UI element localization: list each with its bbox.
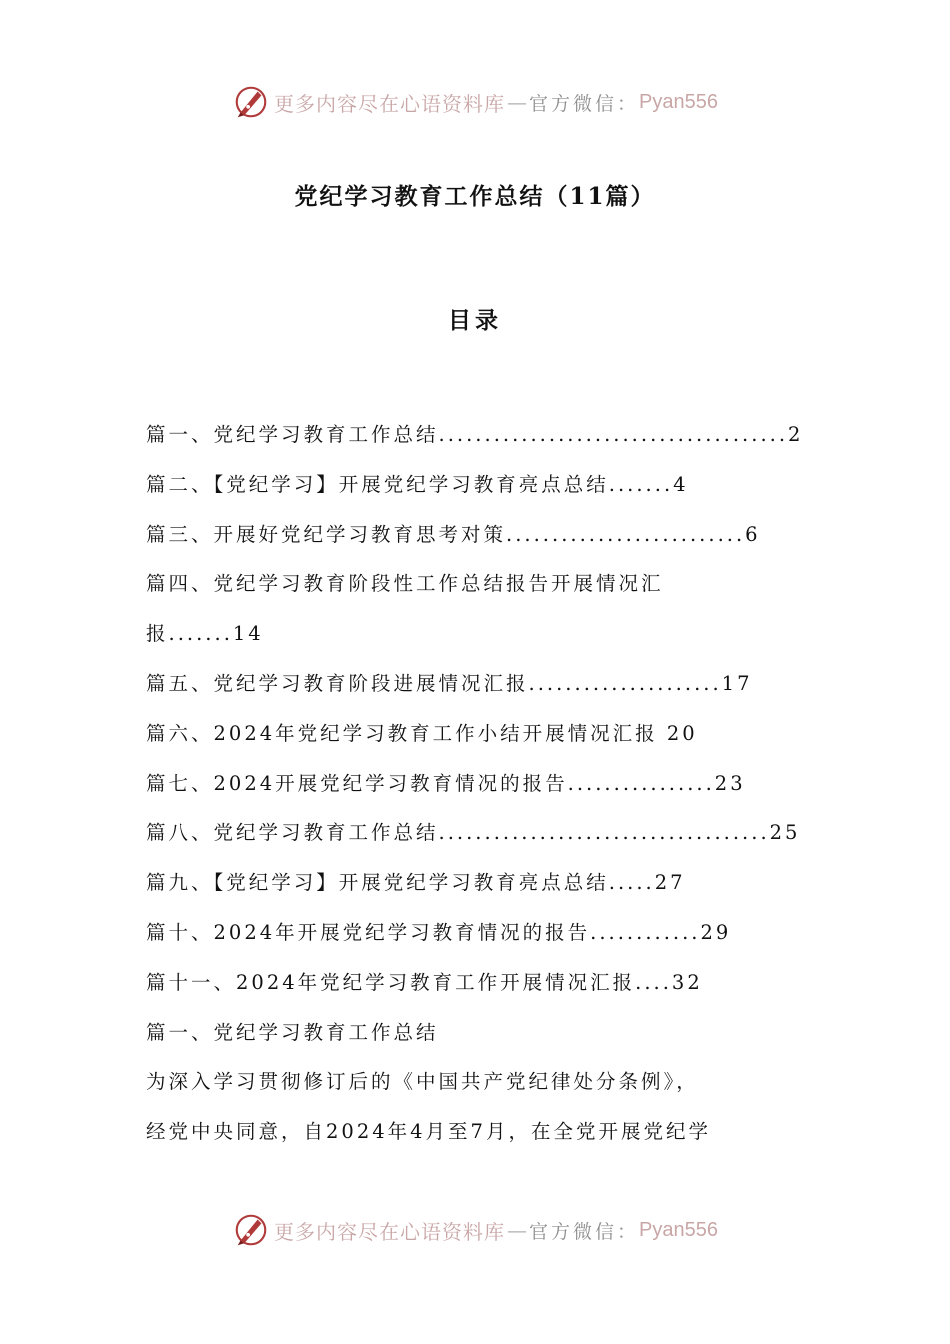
watermark-label: 官方微信：	[529, 92, 640, 115]
document-title: 党纪学习教育工作总结（11篇）	[294, 183, 656, 210]
toc-entry-4[interactable]: 篇四、党纪学习教育阶段性工作总结报告开展情况汇	[146, 572, 664, 596]
toc-entry-5[interactable]: 篇五、党纪学习教育阶段进展情况汇报.....................17	[146, 671, 753, 695]
watermark-text: 更多内容尽在心语资料库	[274, 91, 505, 116]
toc-entry-11[interactable]: 篇十一、2024年党纪学习教育工作开展情况汇报....32	[146, 970, 703, 994]
toc-entry-9[interactable]: 篇九、【党纪学习】开展党纪学习教育亮点总结.....27	[146, 871, 686, 895]
toc-entry-3[interactable]: 篇三、开展好党纪学习教育思考对策..........................6	[146, 522, 761, 546]
body-paragraph-line-2: 经党中央同意，自2024年4月至7月，在全党开展党纪学	[146, 1120, 711, 1144]
footer-watermark	[0, 1210, 950, 1250]
header-watermark	[0, 82, 950, 122]
pen-logo-icon	[232, 83, 270, 121]
toc-entry-10[interactable]: 篇十、2024年开展党纪学习教育情况的报告............29	[146, 920, 732, 944]
toc-entry-4-continued[interactable]: 报.......14	[146, 622, 264, 646]
pen-logo-icon	[232, 1211, 270, 1249]
toc-heading: 目录	[448, 307, 502, 334]
toc-entry-6[interactable]: 篇六、2024年党纪学习教育工作小结开展情况汇报 20	[146, 721, 698, 745]
watermark-separator: —	[507, 90, 527, 114]
body-paragraph-line-1: 为深入学习贯彻修订后的《中国共产党纪律处分条例》，	[146, 1070, 699, 1094]
toc-entry-1[interactable]: 篇一、党纪学习教育工作总结......................................2	[146, 423, 804, 446]
watermark-text: 更多内容尽在心语资料库	[274, 1219, 505, 1244]
watermark-wechat-id: Pyan556	[639, 1218, 718, 1241]
toc-entry-7[interactable]: 篇七、2024开展党纪学习教育情况的报告................23	[146, 771, 746, 795]
section-title: 篇一、党纪学习教育工作总结	[146, 1020, 439, 1044]
watermark-label: 官方微信：	[529, 1220, 640, 1243]
toc-entry-2[interactable]: 篇二、【党纪学习】开展党纪学习教育亮点总结.......4	[146, 472, 689, 496]
document-body	[146, 410, 804, 1157]
watermark-separator: —	[507, 1218, 527, 1242]
toc-entry-8[interactable]: 篇八、党纪学习教育工作总结....................................25	[146, 821, 801, 845]
watermark-wechat-id: Pyan556	[639, 90, 718, 113]
